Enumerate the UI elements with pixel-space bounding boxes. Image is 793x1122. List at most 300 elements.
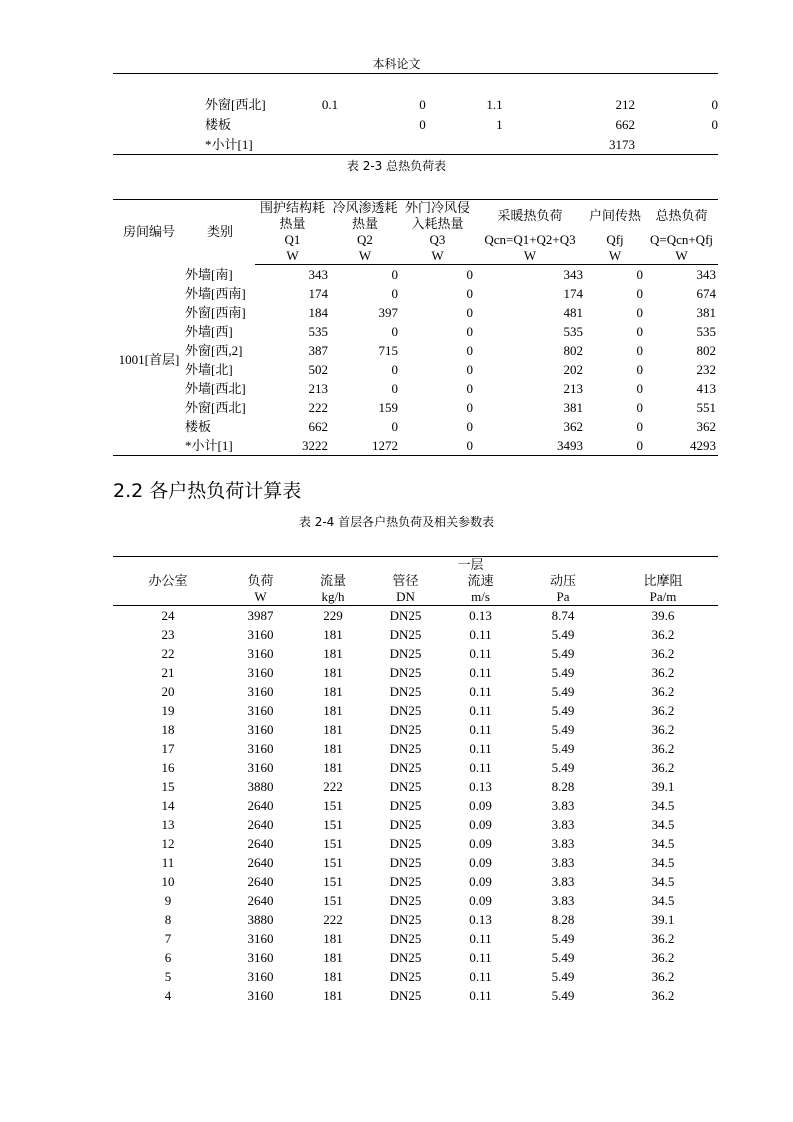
value-cell: 0 [466, 438, 473, 453]
table-cell: 36.2 [651, 931, 675, 946]
table-cell: 34.5 [651, 893, 675, 908]
table-cell: 5.49 [551, 703, 575, 718]
table-cell: 0.11 [469, 988, 492, 1003]
table-cell: DN25 [389, 817, 422, 832]
value-cell: 0 [466, 362, 473, 377]
value-cell: 387 [308, 343, 328, 358]
value-cell: 343 [308, 267, 328, 282]
table-cell: 4 [164, 988, 172, 1003]
header-room: 房间编号 [122, 224, 175, 240]
value-cell: 0 [636, 286, 643, 301]
table-cell: 3160 [247, 684, 274, 699]
table-cell: 3160 [247, 988, 274, 1003]
header-cell: 动压 [549, 573, 576, 588]
table-cell: 151 [323, 836, 343, 851]
group-header-row [113, 557, 718, 574]
table-cell: 0 [419, 97, 426, 112]
table-row [113, 265, 718, 285]
page-header-title: 本科论文 [372, 57, 421, 71]
header-q3: 外门冷风侵 入耗热量 [404, 200, 470, 231]
category-cell: 外窗[西,2] [185, 343, 243, 358]
unit-cell: W [645, 248, 718, 265]
table-cell: 151 [323, 855, 343, 870]
value-cell: 502 [308, 362, 328, 377]
category-cell: 外墙[西南] [185, 286, 246, 301]
table-cell: 9 [164, 893, 172, 908]
table-cell: 3880 [247, 779, 274, 794]
table-cell: 3160 [247, 760, 274, 775]
value-cell: 343 [563, 267, 583, 282]
table-cell: 151 [323, 874, 343, 889]
table-cell: 12 [161, 836, 175, 851]
table-row [113, 967, 718, 986]
table-cell: 6 [164, 950, 172, 965]
table-cell: 2640 [247, 874, 274, 889]
table-cell: 17 [161, 741, 175, 756]
table-row [113, 853, 718, 872]
value-cell: 362 [696, 419, 716, 434]
value-cell: 0 [391, 286, 398, 301]
table-cell [340, 135, 426, 155]
value-cell: 3222 [302, 438, 328, 453]
table-cell: 5 [164, 969, 172, 984]
table-cell: 3.83 [551, 893, 575, 908]
table-row [113, 986, 718, 1005]
table-cell: 36.2 [651, 760, 675, 775]
continued-table-bottom-rule [113, 154, 718, 155]
table-cell: 181 [323, 760, 343, 775]
value-cell: 0 [466, 419, 473, 434]
value-cell: 535 [696, 324, 716, 339]
value-cell: 3493 [557, 438, 583, 453]
table-cell: 11 [161, 855, 175, 870]
table-cell: DN25 [389, 703, 422, 718]
value-cell: 413 [696, 381, 716, 396]
table-row [113, 815, 718, 834]
value-cell: 381 [696, 305, 716, 320]
table-cell: DN25 [389, 608, 422, 623]
table-cell: DN25 [389, 969, 422, 984]
value-cell: 4293 [690, 438, 716, 453]
table-cell: DN25 [389, 646, 422, 661]
value-cell: 715 [378, 343, 398, 358]
value-cell: 0 [466, 381, 473, 396]
table-cell: 13 [161, 817, 175, 832]
table-2-4-caption: 表 2-4 首层各户热负荷及相关参数表 [298, 515, 495, 529]
header-q1: 围护结构耗 热量 [259, 200, 325, 231]
symbol-cell: Q=Qcn+Qfj [649, 232, 714, 247]
table-cell: 3.83 [551, 817, 575, 832]
table-cell: 0 [711, 117, 718, 132]
value-cell: 0 [466, 324, 473, 339]
table-cell: 212 [615, 97, 635, 112]
table-cell: 3.83 [551, 855, 575, 870]
table-cell: 39.1 [651, 912, 675, 927]
table-cell: 3160 [247, 627, 274, 642]
table-cell: DN25 [389, 779, 422, 794]
table-cell: 0.11 [469, 741, 492, 756]
table-cell: 36.2 [651, 703, 675, 718]
table-cell: 5.49 [551, 684, 575, 699]
table-cell: 0.11 [469, 646, 492, 661]
table-row [113, 379, 718, 398]
table-cell: DN25 [389, 988, 422, 1003]
table-cell: 0 [419, 117, 426, 132]
category-cell: 外墙[西] [185, 324, 233, 339]
table-cell: DN25 [389, 950, 422, 965]
value-cell: 0 [391, 324, 398, 339]
table-cell: 21 [161, 665, 175, 680]
table-cell: 外窗[西北] [205, 97, 266, 112]
header-category: 类别 [206, 224, 233, 240]
table-cell: *小计[1] [205, 137, 253, 152]
table-cell: 3173 [608, 137, 635, 152]
table-cell: 22 [161, 646, 175, 661]
table-cell: 15 [161, 779, 175, 794]
table-cell: 5.49 [551, 950, 575, 965]
table-cell: 0.11 [469, 722, 492, 737]
category-cell: 外墙[南] [185, 266, 233, 282]
table-cell: 0.09 [469, 798, 492, 813]
table-cell: 151 [323, 798, 343, 813]
table-cell: 181 [323, 722, 343, 737]
table-cell: DN25 [389, 741, 422, 756]
table-cell: 181 [323, 627, 343, 642]
table-row [113, 910, 718, 929]
table-cell: 3.83 [551, 798, 575, 813]
table-cell: 181 [323, 684, 343, 699]
table-cell: 3.83 [551, 836, 575, 851]
table-cell: 3160 [247, 722, 274, 737]
category-cell: 外窗[西北] [185, 400, 246, 415]
room-id-cell: 1001[首层] [118, 352, 180, 368]
table-cell: 8 [164, 912, 172, 927]
table-cell: 5.49 [551, 627, 575, 642]
table-cell: 0.09 [469, 817, 492, 832]
total-heat-load-table [113, 199, 718, 456]
header-row [113, 200, 718, 233]
table-cell [426, 135, 503, 155]
table-row [113, 891, 718, 910]
table-2-3-caption: 表 2-3 总热负荷表 [346, 159, 447, 173]
table-cell: 2640 [247, 836, 274, 851]
table-cell: DN25 [389, 836, 422, 851]
value-cell: 0 [636, 343, 643, 358]
table-row [113, 720, 718, 739]
unit-cell: W [223, 589, 298, 606]
value-cell: 0 [636, 324, 643, 339]
unit-cell: Pa [518, 589, 608, 606]
household-heat-load-table [113, 556, 718, 1005]
header-qfj: 户间传热 [588, 208, 641, 223]
table-cell: 0.11 [469, 627, 492, 642]
table-cell: 0.11 [469, 969, 492, 984]
table-cell: 222 [323, 779, 343, 794]
category-cell: 外墙[西北] [185, 381, 246, 396]
table-cell: 3160 [247, 703, 274, 718]
table-cell: 0.09 [469, 836, 492, 851]
value-cell: 0 [391, 381, 398, 396]
continued-table [113, 95, 718, 155]
header-cell: 管径 [392, 573, 419, 588]
table-cell: 3160 [247, 646, 274, 661]
header-q: 总热负荷 [655, 208, 708, 223]
value-cell: 0 [466, 267, 473, 282]
table-row [113, 322, 718, 341]
table-cell: 0.11 [469, 684, 492, 699]
unit-cell [113, 589, 223, 606]
group-header: 一层 [457, 557, 484, 572]
table-cell: 36.2 [651, 665, 675, 680]
table-cell: 181 [323, 931, 343, 946]
value-cell: 0 [636, 267, 643, 282]
value-cell: 362 [563, 419, 583, 434]
symbol-cell: Q3 [429, 232, 446, 247]
table-row [113, 417, 718, 436]
value-cell: 0 [466, 286, 473, 301]
value-cell: 481 [563, 305, 583, 320]
unit-cell: m/s [443, 589, 518, 606]
table-cell: 10 [161, 874, 175, 889]
table-cell: 0.11 [469, 760, 492, 775]
table-cell: 7 [164, 931, 172, 946]
table-cell: 0.1 [321, 97, 339, 112]
table-row [113, 115, 718, 135]
table-row [113, 796, 718, 815]
header-cell: 比摩阻 [643, 573, 683, 588]
table-row [113, 95, 718, 115]
category-cell: *小计[1] [185, 438, 233, 453]
table-cell: 3880 [247, 912, 274, 927]
unit-cell: W [475, 248, 585, 265]
table-cell: 34.5 [651, 874, 675, 889]
value-cell: 397 [378, 305, 398, 320]
table-cell: 18 [161, 722, 175, 737]
category-cell: 楼板 [185, 419, 212, 434]
table-cell: 20 [161, 684, 175, 699]
table-row [113, 284, 718, 303]
table-cell: 229 [323, 608, 343, 623]
category-cell: 外窗[西南] [185, 305, 246, 320]
value-cell: 213 [563, 381, 583, 396]
table-cell [320, 115, 340, 135]
unit-cell: W [255, 248, 330, 265]
table-cell: 181 [323, 646, 343, 661]
table-row [113, 625, 718, 644]
table-row [113, 606, 718, 626]
table-cell: 1.1 [486, 97, 503, 112]
table-cell: 5.49 [551, 969, 575, 984]
table-cell: 36.2 [651, 646, 675, 661]
table-cell: DN25 [389, 684, 422, 699]
value-cell: 174 [308, 286, 328, 301]
table-cell: 0.13 [469, 912, 492, 927]
table-row [113, 929, 718, 948]
table-cell: 3160 [247, 665, 274, 680]
table-cell: 0.09 [469, 855, 492, 870]
table-cell: 181 [323, 703, 343, 718]
table-cell: 662 [615, 117, 635, 132]
value-cell: 0 [391, 267, 398, 282]
table-cell: 24 [161, 608, 175, 623]
value-cell: 0 [391, 362, 398, 377]
table-cell: 0.11 [469, 703, 492, 718]
value-cell: 0 [636, 438, 643, 453]
table-row [113, 398, 718, 417]
value-cell: 0 [391, 419, 398, 434]
table-cell: 0.09 [469, 893, 492, 908]
table-cell: 8.28 [551, 779, 575, 794]
unit-cell: DN [368, 589, 443, 606]
table-cell: 34.5 [651, 798, 675, 813]
table-cell: 181 [323, 665, 343, 680]
table-cell: 2640 [247, 798, 274, 813]
value-cell: 0 [466, 305, 473, 320]
table-cell: 39.1 [651, 779, 675, 794]
table-cell: 3160 [247, 741, 274, 756]
table-cell: 楼板 [205, 117, 232, 132]
value-cell: 184 [308, 305, 328, 320]
header-cell: 流速 [467, 573, 494, 588]
table-cell: 8.28 [551, 912, 575, 927]
value-cell: 0 [466, 343, 473, 358]
unit-cell: kg/h [298, 589, 368, 606]
category-cell: 外墙[北] [185, 362, 233, 377]
value-cell: 551 [696, 400, 716, 415]
table-cell: 34.5 [651, 817, 675, 832]
table-row [113, 303, 718, 322]
table-cell: DN25 [389, 855, 422, 870]
table-cell: 36.2 [651, 969, 675, 984]
value-cell: 174 [563, 286, 583, 301]
table-cell: 151 [323, 893, 343, 908]
value-cell: 802 [696, 343, 716, 358]
table-row [113, 135, 718, 155]
table-cell: 36.2 [651, 988, 675, 1003]
value-cell: 0 [466, 400, 473, 415]
value-cell: 662 [308, 419, 328, 434]
table-row [113, 948, 718, 967]
table-row [113, 739, 718, 758]
table-cell: 151 [323, 817, 343, 832]
table-cell: DN25 [389, 722, 422, 737]
table-cell: 14 [161, 798, 175, 813]
table-cell: 0.13 [469, 779, 492, 794]
value-cell: 232 [696, 362, 716, 377]
table-row [113, 834, 718, 853]
value-cell: 381 [563, 400, 583, 415]
header-rule [113, 73, 718, 74]
table-row [113, 360, 718, 379]
table-cell: 0.11 [469, 931, 492, 946]
table-cell: DN25 [389, 665, 422, 680]
table-row [113, 341, 718, 360]
table-cell: DN25 [389, 931, 422, 946]
table-cell: 19 [161, 703, 175, 718]
table-cell: 5.49 [551, 931, 575, 946]
value-cell: 674 [696, 286, 716, 301]
value-cell: 535 [563, 324, 583, 339]
table-cell: DN25 [389, 760, 422, 775]
unit-cell: Pa/m [608, 589, 718, 606]
table-cell: 39.6 [651, 608, 675, 623]
table-cell: 36.2 [651, 627, 675, 642]
value-cell: 0 [636, 419, 643, 434]
table-row [113, 758, 718, 777]
table-row [113, 682, 718, 701]
table-cell: DN25 [389, 798, 422, 813]
value-cell: 343 [696, 267, 716, 282]
symbol-cell: Qfj [606, 232, 624, 247]
table-cell: 0 [711, 97, 718, 112]
value-cell: 202 [563, 362, 583, 377]
table-cell: 5.49 [551, 741, 575, 756]
table-cell: 23 [161, 627, 175, 642]
section-title: 2.2 各户热负荷计算表 [113, 480, 302, 502]
table-cell: DN25 [389, 893, 422, 908]
header-cell: 负荷 [247, 573, 274, 588]
table-cell: 0.11 [469, 665, 492, 680]
symbol-cell: Qcn=Q1+Q2+Q3 [484, 232, 576, 247]
table-cell: 2640 [247, 893, 274, 908]
table-cell: 5.49 [551, 722, 575, 737]
table-cell [320, 135, 340, 155]
unit-cell: W [585, 248, 645, 265]
table-cell: DN25 [389, 627, 422, 642]
value-cell: 213 [308, 381, 328, 396]
header-q2: 冷风渗透耗 热量 [332, 200, 398, 231]
table-cell: 0.11 [469, 950, 492, 965]
table-row [113, 872, 718, 891]
value-cell: 1272 [372, 438, 398, 453]
unit-cell: W [330, 248, 400, 265]
table-cell: 0.13 [469, 608, 492, 623]
header-cell: 办公室 [148, 573, 188, 588]
header-qcn: 采暖热负荷 [497, 208, 563, 223]
table-cell: 222 [323, 912, 343, 927]
value-cell: 0 [636, 362, 643, 377]
table-cell: 36.2 [651, 741, 675, 756]
table-cell: 36.2 [651, 950, 675, 965]
table-row [113, 644, 718, 663]
table-cell: 8.74 [551, 608, 575, 623]
value-cell: 0 [636, 400, 643, 415]
table-cell: 34.5 [651, 855, 675, 870]
table-cell: 5.49 [551, 665, 575, 680]
value-cell: 0 [636, 381, 643, 396]
table-cell: 3160 [247, 931, 274, 946]
table-cell: 3987 [247, 608, 274, 623]
unit-row [113, 589, 718, 606]
table-cell: DN25 [389, 874, 422, 889]
table-cell: 5.49 [551, 646, 575, 661]
table-row [113, 436, 718, 456]
value-cell: 159 [378, 400, 398, 415]
table-cell: 181 [323, 741, 343, 756]
table-cell: 181 [323, 950, 343, 965]
symbol-cell: Q2 [357, 232, 373, 247]
table-cell: 3160 [247, 950, 274, 965]
table-cell: 5.49 [551, 988, 575, 1003]
table-cell: 181 [323, 969, 343, 984]
table-cell: 1 [496, 117, 503, 132]
table-cell: 2640 [247, 855, 274, 870]
table-cell: 181 [323, 988, 343, 1003]
table-cell: 3.83 [551, 874, 575, 889]
table-cell: 34.5 [651, 836, 675, 851]
table-cell [635, 135, 718, 155]
symbol-cell: Q1 [284, 232, 301, 247]
